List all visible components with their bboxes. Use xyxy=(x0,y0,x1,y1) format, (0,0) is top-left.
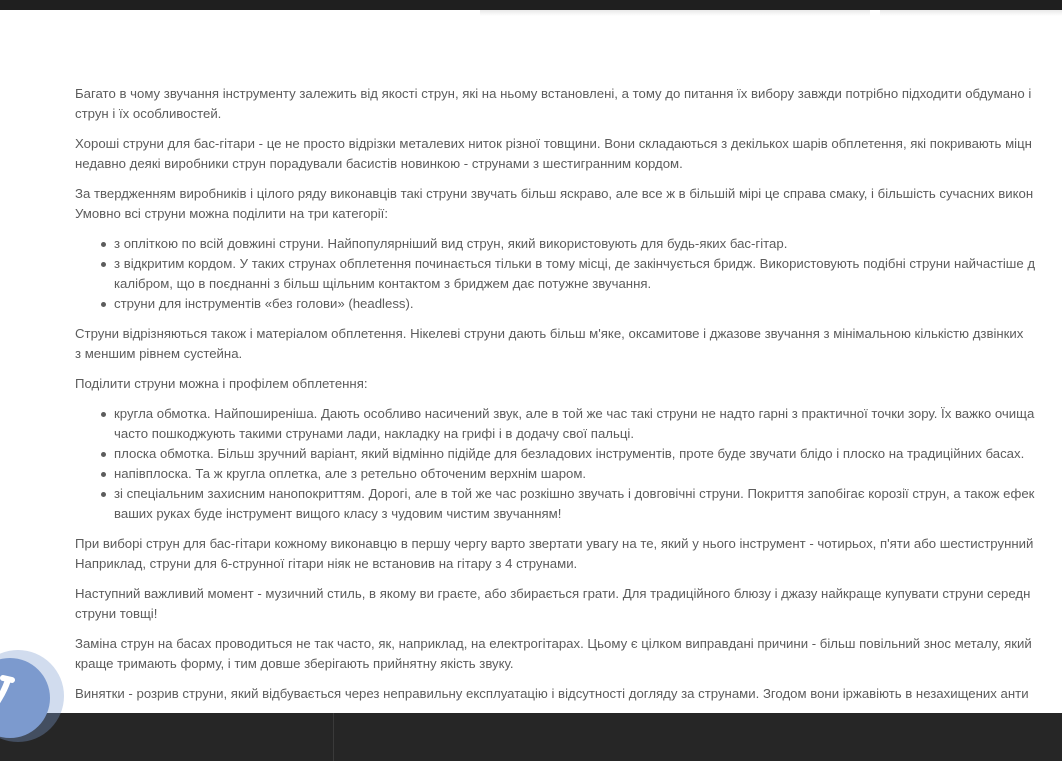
footer-divider xyxy=(333,713,334,761)
call-button[interactable] xyxy=(0,658,50,738)
list-item: зі спеціальним захисним нанопокриттям. Дорогі, але в той же час розкішно звучать і довговічні струни. Покриття запобігає корозії струн, а також ефек ваших руках буде інструмент вищого класу з чудовим чистим звучанням! xyxy=(114,484,1062,524)
article-paragraph: Наступний важливий момент - музичний стиль, в якому ви граєте, або збирається грати. Для традиційного блюзу і джазу найкраще купувати струни середн струни товщі! xyxy=(75,586,1031,621)
article-paragraph: Заміна струн на басах проводиться не так часто, як, наприклад, на електрогітарах. Цьому є цілком виправдані причини - більш повільний знос металу, який краще тримають форму, і тим довше зберігають прийнятну якість звуку. xyxy=(75,636,1032,671)
list-item: плоска обмотка. Більш зручний варіант, який відмінно підійде для безладових інструментів, проте буде звучати блідо і плоско на традиційних басах. xyxy=(114,444,1062,464)
article-paragraph: Струни відрізняються також і матеріалом обплетення. Нікелеві струни дають більш м'яке, оксамитове і джазове звучання з мінімальною кількістю дзвінких з меншим рівнем сустейна. xyxy=(75,326,1024,361)
list-item: напівплоска. Та ж кругла оплетка, але з ретельно обточеним верхнім шаром. xyxy=(114,464,1062,484)
list-item: струни для інструментів «без голови» (headless). xyxy=(114,294,1062,314)
list-item: з відкритим кордом. У таких струнах обплетення починається тільки в тому місці, де закінчується бридж. Використовують подібні струни найчастіше д калібром, що в поєднанні з більш щільним контактом з бриджем дає потужне звучання. xyxy=(114,254,1062,294)
winding-profile-list xyxy=(75,404,1062,524)
list-item: кругла обмотка. Найпоширеніша. Дають особливо насичений звук, але в той же час такі струни не надто гарні з практичної точки зору. Їх важко очища часто пошкоджують такими струнами лади, накладку на грифі і в додачу свої пальці. xyxy=(114,404,1062,444)
header-menu-shadow xyxy=(880,10,1062,16)
phone-icon xyxy=(0,658,50,738)
footer xyxy=(0,713,1062,761)
article-paragraph: Поділити струни можна і профілем обплетення: xyxy=(75,376,368,391)
article-paragraph: При виборі струн для бас-гітари кожному виконавцю в першу чергу варто звертати увагу на те, який у нього інструмент - чотирьох, п'яти або шестиструнний Наприклад, струни для 6-струнної гітари ніяк не встановив на гітару з 4 струнами. xyxy=(75,536,1034,571)
string-categories-list xyxy=(75,234,1062,314)
article-paragraph: Хороші струни для бас-гітари - це не просто відрізки металевих ниток різної товщини. Вони складаються з декількох шарів обплетення, які покривають міцн недавно деякі виробники струн порадували басистів новинкою - струнами з шестигранним кордом. xyxy=(75,136,1032,171)
article-paragraph: За твердженням виробників і цілого ряду виконавців такі струни звучать більш яскраво, але все ж в більшій мірі це справа смаку, і більшість сучасних викон Умовно всі струни можна поділити на три категорії: xyxy=(75,186,1034,221)
article-body xyxy=(75,84,1062,714)
article-paragraph: Винятки - розрив струни, який відбувається через неправильну експлуатацію і відсутності догляду за струнами. Згодом вони іржавіють в незахищених анти xyxy=(75,686,1029,701)
article-paragraph: Багато в чому звучання інструменту залежить від якості струн, які на ньому встановлені, а тому до питання їх вибору завжди потрібно підходити обдумано і струн і їх особливостей. xyxy=(75,86,1032,121)
top-bar xyxy=(0,0,1062,10)
header-search-shadow xyxy=(480,10,870,16)
list-item: з опліткою по всій довжині струни. Найпопулярніший вид струн, який використовують для будь-яких бас-гітар. xyxy=(114,234,1062,254)
